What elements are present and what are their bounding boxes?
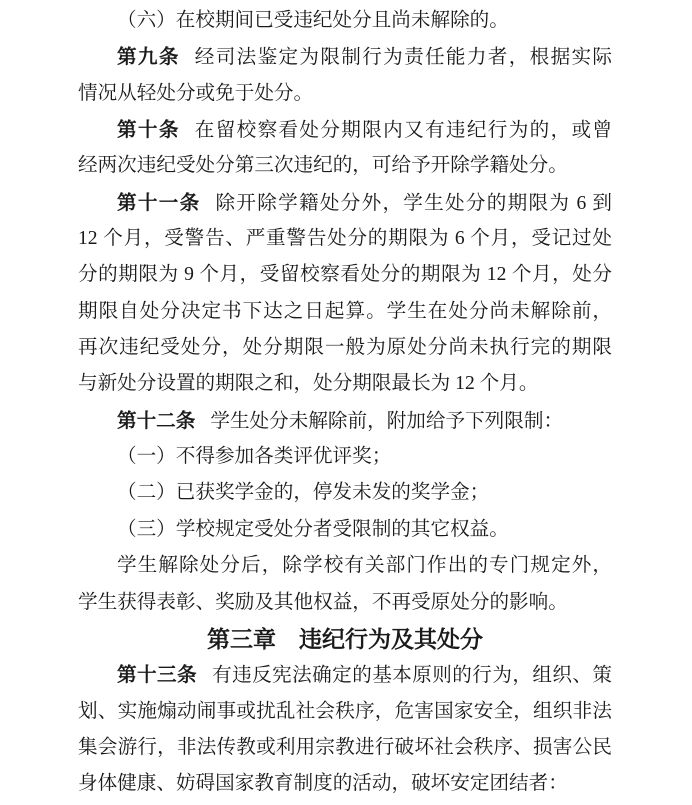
text-line (78, 512, 612, 548)
line-text: 经司法鉴定为限制行为责任能力者，根据实际 (194, 47, 613, 69)
line-text: 学生处分未解除前，附加给予下列限制： (210, 410, 564, 432)
line-text: （一）不得参加各类评优评奖； (117, 446, 392, 468)
article-number: 第十条 (117, 119, 180, 142)
article-number: 第九条 (117, 46, 180, 69)
text-line (78, 730, 612, 766)
line-text: 有违反宪法确定的基本原则的行为，组织、策 (212, 665, 613, 687)
text-line (78, 366, 612, 402)
line-text: 经两次违纪受处分第三次违纪的，可给予开除学籍处分。 (78, 155, 568, 177)
text-line (78, 439, 612, 475)
line-text: （三）学校规定受处分者受限制的其它权益。 (117, 518, 509, 540)
line-text: （六）在校期间已受违纪处分且尚未解除的。 (117, 10, 509, 31)
article-number: 第十一条 (117, 191, 201, 214)
line-text: 划、实施煽动闹事或扰乱社会秩序，危害国家安全，组织非法 (78, 700, 612, 722)
text-line (78, 585, 612, 621)
line-text: 再次违纪受处分，处分期限一般为原处分尚未执行完的期限 (78, 337, 612, 359)
text-line (78, 185, 612, 221)
text-line (78, 657, 612, 693)
text-line (78, 475, 612, 511)
line-text: 情况从轻处分或免于处分。 (78, 82, 314, 104)
document-body (78, 3, 612, 803)
article-number: 第十二条 (117, 409, 196, 432)
line-text: 12 个月，受警告、严重警告处分的期限为 6 个月，受记过处 (78, 228, 612, 250)
line-text: 与新处分设置的期限之和，处分期限最长为 12 个月。 (78, 373, 539, 395)
line-text: 身体健康、妨碍国家教育制度的活动，破坏安定团结者： (78, 773, 568, 795)
chapter-heading (78, 621, 612, 657)
chapter-heading-text: 第三章 违纪行为及其处分 (207, 625, 483, 652)
text-line (78, 294, 612, 330)
line-text: 学生解除处分后，除学校有关部门作出的专门规定外， (117, 555, 612, 577)
line-text: （二）已获奖学金的，停发未发的奖学金； (117, 482, 490, 504)
text-line (78, 76, 612, 112)
article-number: 第十三条 (117, 664, 198, 687)
text-line (78, 330, 612, 366)
text-line (78, 3, 612, 39)
line-text: 分的期限为 9 个月，受留校察看处分的期限为 12 个月，处分 (78, 264, 612, 286)
text-line (78, 257, 612, 293)
text-line (78, 221, 612, 257)
line-text: 期限自处分决定书下达之日起算。学生在处分尚未解除前， (78, 300, 612, 322)
text-line (78, 148, 612, 184)
text-line (78, 403, 612, 439)
text-line (78, 548, 612, 584)
text-line (78, 766, 612, 802)
line-text: 除开除学籍处分外，学生处分的期限为 6 到 (215, 192, 613, 214)
line-text: 集会游行，非法传教或利用宗教进行破坏社会秩序、损害公民 (78, 736, 612, 758)
text-line (78, 112, 612, 148)
line-text: 学生获得表彰、奖励及其他权益，不再受原处分的影响。 (78, 591, 568, 613)
line-text: 在留校察看处分期限内又有违纪行为的，或曾 (194, 120, 613, 142)
text-line (78, 694, 612, 730)
text-line (78, 39, 612, 75)
